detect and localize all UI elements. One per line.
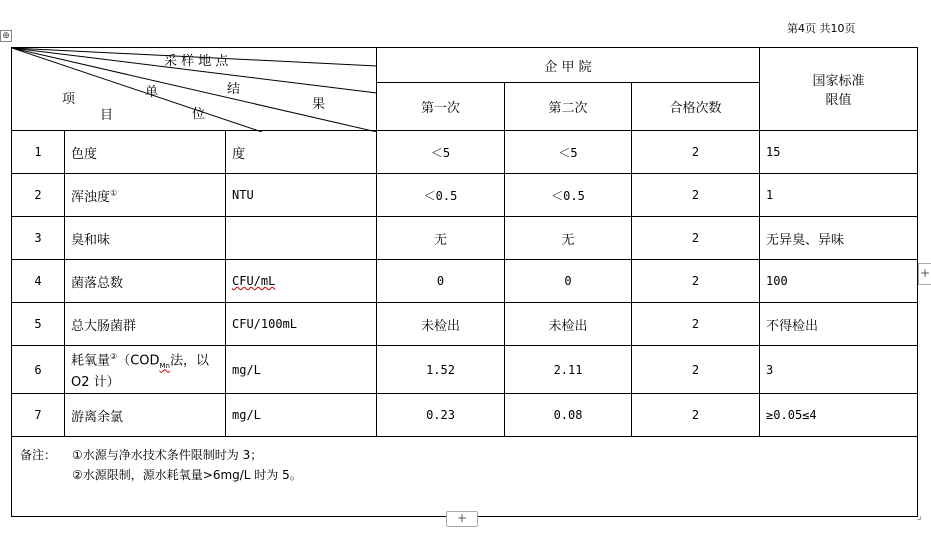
- label-item-1: 项: [62, 92, 76, 107]
- round-1-value: 无: [377, 217, 505, 260]
- table-move-handle[interactable]: ⊕: [0, 30, 12, 42]
- limit-value: 3: [760, 346, 918, 394]
- footnote-marker: ①: [110, 188, 118, 198]
- round-1-value: ＜5: [377, 131, 505, 174]
- pass-count-header: 合格次数: [632, 83, 760, 131]
- unit: [226, 217, 377, 260]
- item-text-cod: （COD: [117, 352, 160, 368]
- add-row-button[interactable]: +: [446, 511, 478, 527]
- table-row: [12, 174, 918, 217]
- limit-value: 100: [760, 260, 918, 303]
- page-number: 第4页 共10页: [787, 22, 856, 35]
- round-1-value: 0.23: [377, 394, 505, 437]
- footnote-marker: ②: [110, 351, 118, 361]
- row-number: 5: [12, 303, 65, 346]
- water-quality-table: [11, 47, 918, 517]
- table-row: [12, 303, 918, 346]
- pass-count: 2: [632, 346, 760, 394]
- notes-cell: [12, 437, 918, 517]
- round-2-value: 0.08: [505, 394, 632, 437]
- table-row: [12, 394, 918, 437]
- item-text-line2: O2 计）: [71, 375, 120, 391]
- item-name: 游离余氯: [65, 394, 226, 437]
- row-number: 1: [12, 131, 65, 174]
- unit: 度: [226, 131, 377, 174]
- round-1-value: 0: [377, 260, 505, 303]
- label-result-1: 结: [227, 82, 241, 97]
- round-2-value: 未检出: [505, 303, 632, 346]
- round-1-value: ＜0.5: [377, 174, 505, 217]
- limit-value: 无异臭、异味: [760, 217, 918, 260]
- unit: mg/L: [226, 346, 377, 394]
- pass-count: 2: [632, 217, 760, 260]
- round-1-header: 第一次: [377, 83, 505, 131]
- row-number: 7: [12, 394, 65, 437]
- round-2-header: 第二次: [505, 83, 632, 131]
- unit: CFU/100mL: [226, 303, 377, 346]
- item-text: 耗氧量: [71, 352, 111, 368]
- unit: [226, 260, 377, 303]
- item-text-method: 法，以: [170, 352, 210, 368]
- round-2-value: 0: [505, 260, 632, 303]
- label-unit-1: 单: [145, 85, 159, 100]
- standard-header-cell: [760, 48, 918, 131]
- add-column-button[interactable]: +: [918, 263, 931, 285]
- round-1-value: 1.52: [377, 346, 505, 394]
- table-resize-handle[interactable]: ⌟: [917, 511, 922, 522]
- pass-count: 2: [632, 131, 760, 174]
- note-1: ①水源与净水技术条件限制时为 3；: [72, 448, 263, 462]
- table-row: [12, 346, 918, 394]
- limit-value: 1: [760, 174, 918, 217]
- round-2-value: 无: [505, 217, 632, 260]
- pass-count: 2: [632, 394, 760, 437]
- diagonal-header-cell: [12, 48, 377, 131]
- unit: mg/L: [226, 394, 377, 437]
- pass-count: 2: [632, 260, 760, 303]
- unit-text: CFU/mL: [232, 274, 276, 288]
- item-subscript: Mn: [159, 361, 170, 370]
- item-name: [65, 346, 226, 394]
- round-2-value: 2.11: [505, 346, 632, 394]
- pass-count: 2: [632, 174, 760, 217]
- row-number: 2: [12, 174, 65, 217]
- item-name: 臭和味: [65, 217, 226, 260]
- item-text: 浑浊度: [71, 189, 111, 205]
- table-row: [12, 260, 918, 303]
- standard-title-2: 限值: [825, 93, 852, 108]
- label-sampling-site: 采 样 地 点: [164, 54, 229, 69]
- label-result-2: 果: [312, 97, 326, 112]
- notes-row: [12, 437, 918, 517]
- site-name-cell: 企 甲 院: [377, 48, 760, 83]
- round-1-value: 未检出: [377, 303, 505, 346]
- item-name: 总大肠菌群: [65, 303, 226, 346]
- unit: NTU: [226, 174, 377, 217]
- limit-value: ≥0.05≤4: [760, 394, 918, 437]
- label-unit-2: 位: [192, 107, 206, 122]
- table-row: [12, 217, 918, 260]
- round-2-value: ＜0.5: [505, 174, 632, 217]
- row-number: 6: [12, 346, 65, 394]
- table-row: [12, 131, 918, 174]
- row-number: 3: [12, 217, 65, 260]
- limit-value: 15: [760, 131, 918, 174]
- label-item-2: 目: [100, 108, 114, 123]
- item-name: 色度: [65, 131, 226, 174]
- round-2-value: ＜5: [505, 131, 632, 174]
- note-2: ②水源限制，源水耗氧量>6mg/L 时为 5。: [72, 468, 302, 482]
- notes-body: [72, 445, 302, 485]
- item-name: [65, 174, 226, 217]
- pass-count: 2: [632, 303, 760, 346]
- notes-label: 备注：: [20, 448, 57, 462]
- item-name: 菌落总数: [65, 260, 226, 303]
- limit-value: 不得检出: [760, 303, 918, 346]
- row-number: 4: [12, 260, 65, 303]
- standard-title-1: 国家标准: [812, 74, 865, 89]
